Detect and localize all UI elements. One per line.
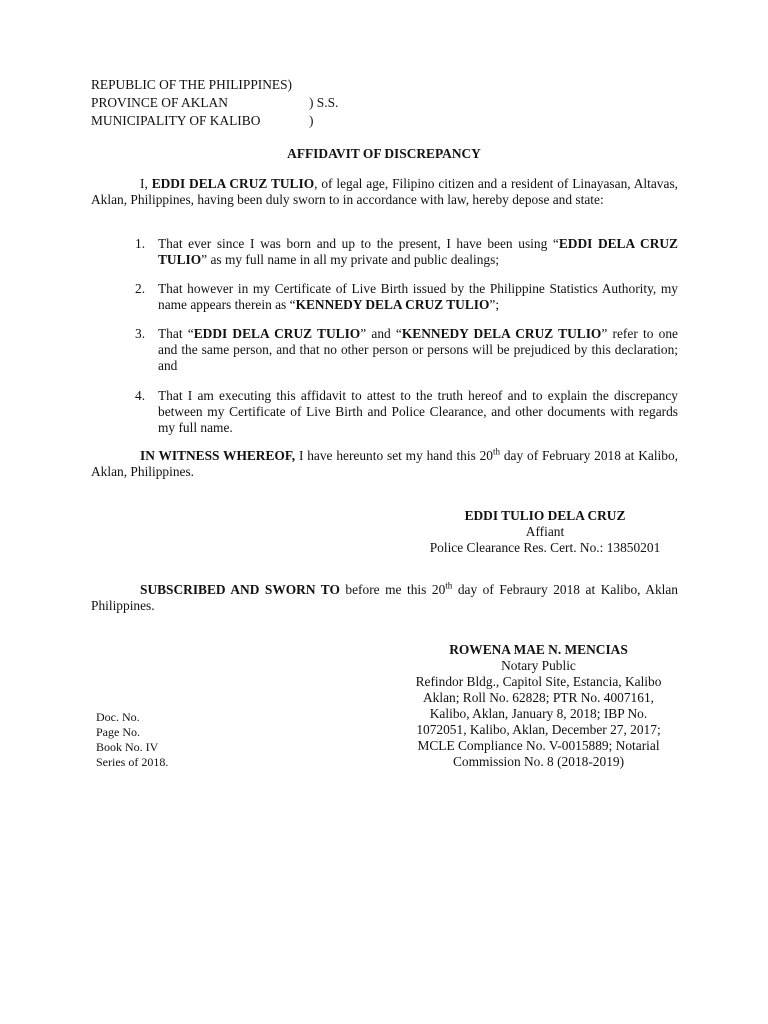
item-text-part: ” and “	[360, 326, 402, 341]
notary-role: Notary Public	[501, 658, 576, 673]
witness-paragraph	[91, 448, 678, 480]
witness-superscript: th	[493, 446, 501, 457]
caption-municipality-mark: )	[309, 113, 314, 128]
affiant-role: Affiant	[525, 524, 565, 539]
affiant-cert: Police Clearance Res. Cert. No.: 13850201	[429, 540, 661, 555]
item-number: 1.	[135, 236, 146, 251]
docket-series: Series of 2018.	[96, 755, 169, 769]
caption-republic: REPUBLIC OF THE PHILIPPINES)	[91, 77, 293, 92]
notary-detail: 1072051, Kalibo, Aklan, December 27, 2017;	[416, 722, 661, 737]
item-bold-name: EDDI DELA CRUZ TULIO	[158, 236, 678, 267]
witness-lead: IN WITNESS WHEREOF,	[140, 448, 296, 463]
docket-book-no: Book No. IV	[96, 740, 159, 754]
item-number: 2.	[135, 281, 146, 296]
caption-province-line	[91, 95, 339, 113]
notary-name: ROWENA MAE N. MENCIAS	[449, 642, 628, 657]
witness-text-end: day of February 2018 at Kalibo, Aklan, Philippines.	[91, 448, 679, 479]
notary-detail: Aklan; Roll No. 62828; PTR No. 4007161,	[423, 690, 654, 705]
intro-text: , of legal age, Filipino citizen and a resident of Linayasan, Altavas, Aklan, Philippines, having been duly sworn to in accordance with law, hereby depose and state:	[91, 176, 678, 207]
venue-caption	[91, 77, 339, 131]
docket-page-no: Page No.	[96, 725, 140, 739]
list-item	[135, 326, 678, 374]
subscribed-lead: SUBSCRIBED AND SWORN TO	[140, 582, 340, 597]
notary-detail: MCLE Compliance No. V-0015889; Notarial	[417, 738, 660, 753]
witness-text: I have hereunto set my hand this 20	[295, 448, 494, 463]
subscribed-paragraph	[91, 582, 678, 614]
intro-prefix: I,	[140, 176, 152, 191]
item-text-part: That ever since I was born and up to the present, I have been using “	[158, 236, 559, 251]
affiant-name: EDDI TULIO DELA CRUZ	[464, 508, 626, 523]
item-number: 3.	[135, 326, 146, 341]
notary-block	[385, 642, 692, 770]
affiant-signature-block	[400, 508, 690, 556]
list-item	[135, 236, 678, 268]
notary-detail: Commission No. 8 (2018-2019)	[452, 754, 625, 769]
item-bold-name: EDDI DELA CRUZ TULIO	[193, 326, 361, 341]
item-text-part: That I am executing this affidavit to attest to the truth hereof and to explain the discrepancy between my Certificate of Live Birth and Police Clearance, and other documents with regards my full name.	[158, 388, 678, 435]
subscribed-superscript: th	[445, 580, 453, 591]
list-item	[135, 388, 678, 436]
item-number: 4.	[135, 388, 146, 403]
item-bold-name: KENNEDY DELA CRUZ TULIO	[295, 297, 490, 312]
subscribed-text-end: day of Febraury 2018 at Kalibo, Aklan Philippines.	[91, 582, 679, 613]
item-text	[158, 388, 678, 436]
caption-municipality: MUNICIPALITY OF KALIBO	[91, 113, 261, 128]
docket-doc-no: Doc. No.	[96, 710, 140, 724]
caption-municipality-line	[91, 113, 314, 131]
item-text	[158, 281, 678, 313]
caption-province: PROVINCE OF AKLAN	[91, 95, 228, 110]
item-text-part: That however in my Certificate of Live Birth issued by the Philippine Statistics Authority, my name appears therein as “	[158, 281, 678, 312]
item-text-part: ” as my full name in all my private and public dealings;	[201, 252, 500, 267]
item-text-part: ”;	[489, 297, 500, 312]
document-title: AFFIDAVIT OF DISCREPANCY	[287, 146, 481, 161]
notary-detail: Kalibo, Aklan, January 8, 2018; IBP No.	[429, 706, 648, 721]
caption-ss-mark: ) S.S.	[309, 95, 339, 110]
caption-republic-line	[91, 77, 292, 95]
docket-block	[96, 710, 168, 770]
item-text	[158, 236, 678, 268]
intro-paragraph	[91, 176, 678, 208]
list-item	[135, 281, 678, 313]
subscribed-text: before me this 20	[339, 582, 446, 597]
item-text-part: ” refer to one and the same person, and that no other person or persons will be prejudiced by this declaration; and	[158, 326, 678, 373]
item-text	[158, 326, 678, 374]
item-bold-name: KENNEDY DELA CRUZ TULIO	[401, 326, 602, 341]
item-text-part: That “	[158, 326, 194, 341]
notary-detail: Refindor Bldg., Capitol Site, Estancia, Kalibo	[415, 674, 662, 689]
intro-affiant-name: EDDI DELA CRUZ TULIO	[151, 176, 315, 191]
